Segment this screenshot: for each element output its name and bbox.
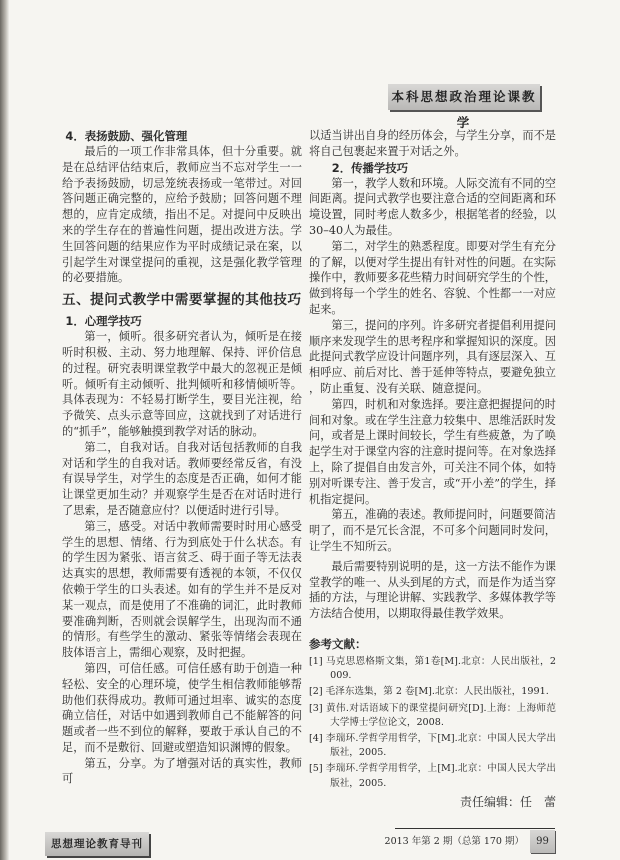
responsible-editor: 责任编辑：任 蕾 [459,794,556,809]
paragraph: 第五，分享。为了增强对话的真实性，教师可 [62,756,302,786]
section-heading: 五、提问式教学中需要掌握的其他技巧 [62,292,302,309]
reference-item: [3] 黄伟.对话语域下的课堂提问研究[D].上海：上海师范大学博士学位论文，2008. [309,702,556,728]
paragraph: 第四，可信任感。可信任感有助于创造一种轻松、安全的心理环境，使学生相信教师能够帮助他们获得成功。教师可通过坦率、诚实的态度确立信任，对话中如遇到教师自己不能解答的问题或者一些不到位的解释，要敢于承认自己的不足，而不是敷衍、回避或塑造知识渊博的假象。 [62,661,302,754]
paragraph: 最后的一项工作非常具体，但十分重要。就是在总结评估结束后，教师应当不忘对学生一一给予表扬鼓励，切忌笼统表扬或一笔带过。对回答问题正确完整的，应给予鼓励；回答问题不理想的，应肯定成绩，指出不足。对提问中反映出来的学生存在的普遍性问题，提出改进方法。学生回答问题的结果应作为平时成绩记录在案，以引起学生对课堂提问的重视，这是强化教学管理的必要措施。 [62,145,302,285]
paragraph-continuation: 以适当讲出自身的经历体会，与学生分享，而不是将自己包裹起来置于对话之外。 [309,129,556,158]
section-header-box: 本科思想政治理论课教学 [388,84,540,110]
paragraph: 第一，教学人数和环境。人际交流有不同的空间距离。提问式教学也要注意合适的空间距离和环境设置，同时考虑人数多少，根据笔者的经验，以30–40人为最佳。 [309,176,556,237]
paragraph: 第三，提问的序列。许多研究者提倡利用提问顺序来发现学生的思考程序和掌握知识的深度。因此提问式教学应设计问题序列，具有逐层深入、互相呼应、前后对比、善于延伸等特点，要避免独立，防止重复、没有关联、随意提问。 [309,318,556,395]
paragraph: 第二，自我对话。自我对话包括教师的自我对话和学生的自我对话。教师要经常反省，有没有误导学生，对学生的态度是否正确，如何才能让课堂更加生动？并观察学生是否在对话时进行了思索，是否随意应付？以便适时进行引导。 [62,440,302,517]
reference-item: [4] 李瑞环.学哲学用哲学，下[M].北京：中国人民大学出版社，2005. [309,732,556,759]
reference-item: [1] 马克思恩格斯文集，第1卷[M].北京：人民出版社，2009. [309,655,556,682]
footer-rule [395,828,555,829]
subheading-communication: 2．传播学技巧 [331,160,409,175]
subheading-praise: 4．表扬鼓励、强化管理 [65,129,188,143]
reference-item: [5] 李瑞环.学哲学用哲学，上[M].北京：中国人民大学出版社，2005. [309,763,556,789]
reference-item: [2] 毛泽东选集，第 2 卷[M].北京：人民出版社，1991. [309,686,549,698]
references-title: 参考文献： [309,636,367,651]
right-column [309,128,556,811]
paragraph: 第四，时机和对象选择。要注意把握提问的时间和对象。或在学生注意力较集中、思维活跃时发问，或者是上课时间较长，学生有些疲惫，为了唤起学生对于课堂内容的注意时提问等。在对象选择上，除了提倡自由发言外，可关注不同个体，如特别对听课专注、善于发言，或“开小差”的学生，择机指定提问。 [309,397,556,506]
paragraph: 第二，对学生的熟悉程度。即要对学生有充分的了解，以便对学生提出有针对性的问题。在实际操作中，教师要多花些精力时间研究学生的个性，做到将每一个学生的姓名、容貌、个性都一一对应起来。 [309,239,556,316]
paragraph: 最后需要特别说明的是，这一方法不能作为课堂教学的唯一、从头到尾的方式，而是作为适当穿插的方法，与理论讲解、实践教学、多媒体教学等方法结合使用，以期取得最佳教学效果。 [309,559,556,621]
subheading-psychology: 1．心理学技巧 [65,314,142,329]
scan-binding-shadow [0,0,9,860]
paragraph: 第一，倾听。很多研究者认为，倾听是在接听时积极、主动、努力地理解、保持、评价信息的过程。研究表明课堂教学中最大的忽视正是倾听。倾听有主动倾听、批判倾听和移情倾听等。具体表现为：不轻易打断学生，要目光注视，给予微笑、点头示意等回应，这就找到了对话进行的“抓手”，能够触摸到教学对话的脉动。 [62,330,302,438]
left-column [62,128,302,787]
paragraph: 第五，准确的表述。教师提问时，问题要简洁明了，而不是冗长含混，不可多个问题同时发问，让学生不知所云。 [309,508,556,553]
journal-name-box: 思想理论教育导刊 [45,832,149,856]
paragraph: 第三，感受。对话中教师需要时时用心感受学生的思想、情绪、行为到底处于什么状态。有的学生因为紧张、语言贫乏、碍于面子等无法表达真实的思想，教师需要有透视的本领，不仅仅依赖于学生的口头表述。如有的学生并不是反对某一观点，而是使用了不准确的词汇，此时教师要准确判断，否则就会误解学生，出现沟而不通的情形。有些学生的激动、紧张等情绪会表现在肢体语言上，需细心观察，及时把握。 [62,519,302,660]
issue-info: 2013 年第 2 期（总第 170 期） [384,836,524,847]
page-number: 99 [530,830,555,853]
